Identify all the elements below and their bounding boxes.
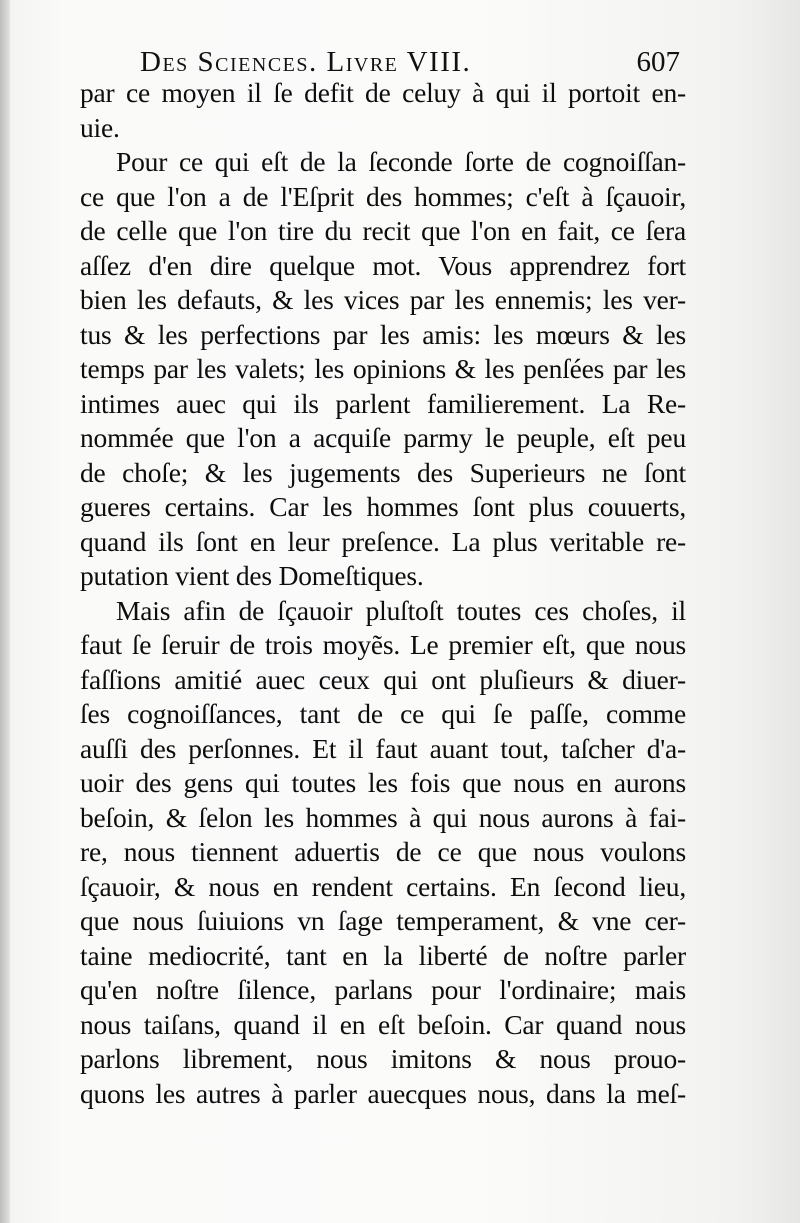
text-line: faut ſe ſeruir de trois moyẽs. Le premier eſt, que nous [80, 629, 686, 660]
text-line: faſſions amitié auec ceux qui ont pluſieurs & diuer- [80, 663, 686, 695]
text-line: Pour ce qui eſt de la ſeconde ſorte de cognoiſſan- [116, 146, 686, 177]
body-text [80, 76, 686, 1111]
text-line: nommée que l'on a acquiſe parmy le peuple, eſt peu [80, 422, 686, 453]
text-line: intimes auec qui ils parlent familierement. La Re- [80, 387, 686, 419]
text-line: de celle que l'on tire du recit que l'on en fait, ce ſera [80, 215, 686, 246]
text-line: aſſez d'en dire quelque mot. Vous apprendrez fort [80, 249, 686, 281]
text-line: gueres certains. Car les hommes ſont plus couuerts, [80, 491, 686, 522]
text-line: quons les autres à parler auecques nous, dans la meſ- [80, 1077, 686, 1109]
text-line: Mais afin de ſçauoir pluſtoſt toutes ces choſes, il [116, 594, 686, 626]
text-line: que nous ſuiuions vn ſage temperament, & vne cer- [80, 905, 686, 936]
text-line: quand ils ſont en leur preſence. La plus veritable re- [80, 525, 686, 557]
text-line: qu'en noſtre ſilence, parlans pour l'ordinaire; mais [80, 974, 686, 1005]
text-line: parlons librement, nous imitons & nous prouo- [80, 1043, 686, 1074]
text-line: putation vient des Domeſtiques. [80, 560, 424, 591]
text-line: par ce moyen il ſe defit de celuy à qui il portoit en- [80, 77, 686, 108]
text-line: ce que l'on a de l'Eſprit des hommes; c'eſt à ſçauoir, [80, 180, 686, 212]
text-line: ſes cognoiſſances, tant de ce qui ſe paſſe, comme [80, 698, 686, 729]
text-line: nous taiſans, quand il en eſt beſoin. Car quand nous [80, 1008, 686, 1040]
text-line: ſçauoir, & nous en rendent certains. En ſecond lieu, [80, 870, 686, 902]
text-line: temps par les valets; les opinions & les penſées par les [80, 353, 686, 384]
page-number: 607 [636, 46, 680, 78]
text-line: uie. [80, 111, 120, 143]
text-line: uoir des gens qui toutes les fois que nous en aurons [80, 767, 686, 798]
text-line: beſoin, & ſelon les hommes à qui nous aurons à fai- [80, 801, 686, 833]
text-line: bien les defauts, & les vices par les ennemis; les ver- [80, 284, 686, 315]
text-line: taine mediocrité, tant en la liberté de noſtre parler [80, 939, 686, 971]
text-line: tus & les perfections par les amis: les mœurs & les [80, 318, 686, 350]
text-line: de choſe; & les jugements des Superieurs ne ſont [80, 456, 686, 488]
text-line: auſſi des perſonnes. Et il faut auant tout, taſcher d'a- [80, 732, 686, 764]
running-title: Des Sciences. Livre VIII. [140, 46, 472, 78]
page-gutter-shadow [0, 0, 10, 1223]
text-line: re, nous tiennent aduertis de ce que nous voulons [80, 836, 686, 867]
